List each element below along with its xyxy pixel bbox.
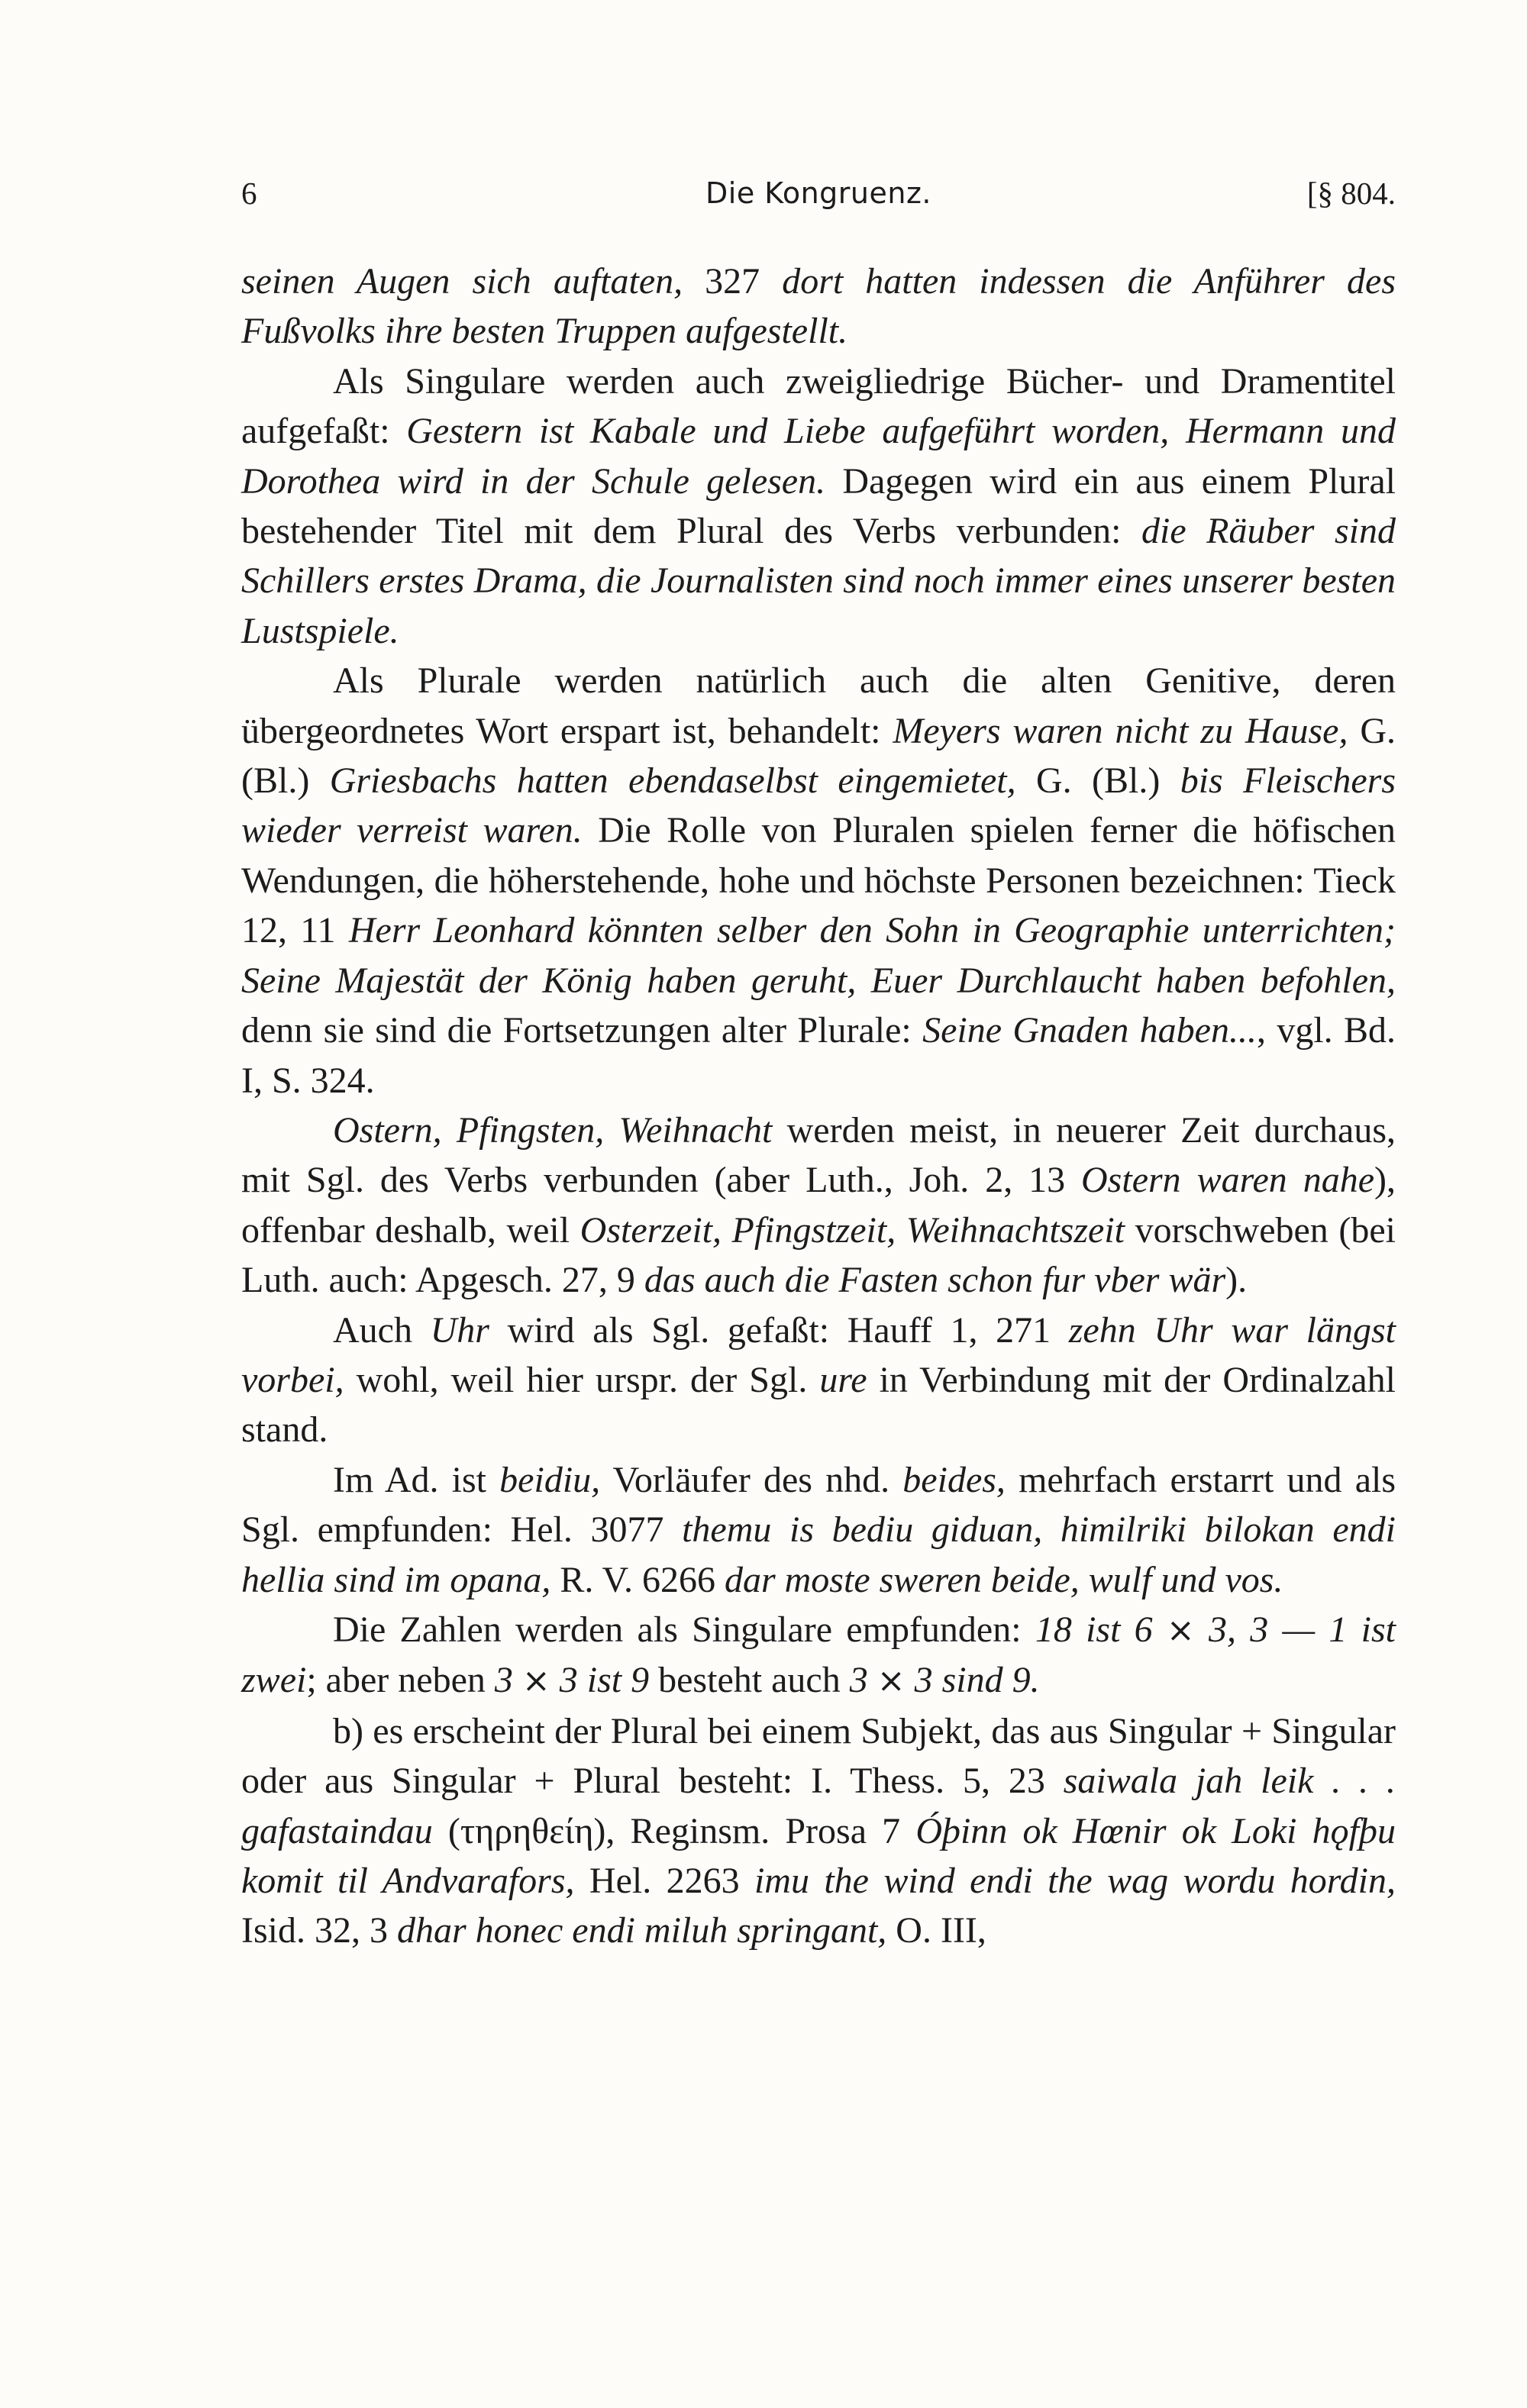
section-marker: [§ 804. — [1306, 176, 1396, 211]
paragraph — [241, 1706, 1396, 1956]
paragraph — [241, 1306, 1396, 1455]
times-sign: × — [521, 1661, 550, 1701]
roman-text: ). — [1225, 1260, 1248, 1301]
paragraph — [241, 257, 1396, 357]
roman-text: mehrfach erstarrt und als Sgl. empfunden: Hel. 3077 — [241, 1459, 1396, 1551]
times-sign: × — [876, 1661, 906, 1701]
italic-text: ure — [819, 1359, 867, 1400]
italic-text: 3 — [494, 1660, 522, 1701]
italic-text: Ostern waren nahe — [1081, 1160, 1375, 1201]
italic-text: imu the wind endi the wag wordu hordin, — [754, 1861, 1396, 1901]
page-number: 6 — [241, 176, 257, 211]
italic-text: Óþinn ok Hœnir ok Loki hǫfþu komit til Andvarafors, — [241, 1810, 1396, 1901]
roman-text: Hel. 2263 — [574, 1861, 754, 1901]
roman-text: Als Singulare werden auch zweigliedrige Bücher- und Dramentitel aufgefaßt: — [241, 360, 1396, 452]
roman-text: in Verbindung mit der Ordinalzahl stand. — [241, 1359, 1396, 1451]
roman-text: 327 — [683, 261, 783, 302]
italic-text: seinen Augen sich auftaten, — [241, 261, 683, 302]
italic-text: das auch die Fasten schon fur vber wär — [644, 1260, 1226, 1301]
roman-text: wird als Sgl. gefaßt: Hauff 1, 271 — [489, 1309, 1069, 1351]
italic-text: 3 — [849, 1660, 877, 1701]
italic-text: Griesbachs hatten ebendaselbst eingemietet, — [329, 760, 1016, 802]
paragraph — [241, 1455, 1396, 1605]
paragraph — [241, 1605, 1396, 1706]
italic-text: dort hatten indessen die Anführer des Fußvolks ihre besten Truppen aufgestellt. — [241, 261, 1396, 352]
roman-text: b) es erscheint der Plural bei einem Subjekt, das aus Singular + Singular oder aus Singular + Plural besteht: I. Thess. 5, 23 — [241, 1710, 1396, 1802]
italic-text: Meyers waren nicht zu Hause, — [893, 710, 1348, 751]
italic-text: Osterzeit, Pfingstzeit, Weihnachtszeit — [579, 1209, 1125, 1251]
roman-text: besteht auch — [649, 1660, 850, 1701]
running-header — [241, 166, 1396, 220]
page-body-text — [241, 257, 1396, 1956]
roman-text: Die Zahlen werden als Singulare empfunden: — [333, 1609, 1035, 1650]
italic-text: 3 sind 9. — [905, 1660, 1040, 1701]
roman-text: Auch — [333, 1309, 431, 1351]
italic-text: beides, — [902, 1459, 1006, 1500]
roman-text: Dagegen wird ein aus einem Plural bestehender Titel mit dem Plural des Verbs verbunden: — [241, 460, 1396, 552]
roman-text: R. V. 6266 — [550, 1559, 725, 1600]
paragraph — [241, 656, 1396, 1106]
roman-text: Isid. 32, 3 — [241, 1910, 397, 1951]
roman-text: Als Plurale werden natürlich auch die alten Genitive, deren übergeordnetes Wort erspart ist, behandelt: — [241, 660, 1396, 751]
roman-text: O. III, — [886, 1910, 986, 1951]
roman-text: ), offenbar deshalb, weil — [241, 1160, 1396, 1251]
roman-text: vorschweben (bei Luth. auch: Apgesch. 27, 9 — [241, 1209, 1396, 1301]
italic-text: dhar honec endi miluh springant, — [397, 1910, 887, 1951]
paragraph — [241, 357, 1396, 656]
italic-text: die Räuber sind Schillers erstes Drama, die Journalisten sind noch immer eines unserer besten Lustspiele. — [241, 511, 1396, 651]
roman-text: wohl, weil hier urspr. der Sgl. — [344, 1359, 820, 1400]
roman-text: (τηρηθείη), Reginsm. Prosa 7 — [432, 1810, 916, 1851]
roman-text: denn sie sind die Fortsetzungen alter Plurale: — [241, 1010, 923, 1051]
roman-text: Vorläufer des nhd. — [600, 1459, 903, 1500]
roman-text: werden meist, in neuerer Zeit durchaus, mit Sgl. des Verbs verbunden (aber Luth., Joh. 2, 13 — [241, 1109, 1396, 1201]
roman-text: Die Rolle von Pluralen spielen ferner die höfischen Wendungen, die höherstehende, hohe und höchste Personen bezeichnen: Tieck 12, 11 — [241, 810, 1396, 951]
italic-text: 18 ist 6 — [1035, 1609, 1167, 1650]
page-title: Die Kongruenz. — [705, 176, 931, 210]
roman-text: Im Ad. ist — [333, 1459, 500, 1500]
italic-text: themu is bediu giduan, himilriki bilokan endi hellia sind im opana, — [241, 1509, 1396, 1600]
italic-text: 3, 3 — 1 ist zwei — [241, 1609, 1396, 1701]
roman-text: G. (Bl.) — [1015, 760, 1180, 802]
italic-text: Seine Gnaden haben... — [922, 1010, 1257, 1051]
italic-text: saiwala jah leik . . . gafastaindau — [241, 1761, 1396, 1851]
paragraph — [241, 1106, 1396, 1306]
roman-text: , vgl. Bd. I, S. 324. — [241, 1010, 1396, 1101]
italic-text: Ostern, Pfingsten, Weihnacht — [333, 1109, 773, 1151]
times-sign: × — [1166, 1610, 1195, 1650]
italic-text: bis Fleischers wieder verreist waren. — [241, 760, 1396, 851]
italic-text: zehn Uhr war längst vorbei, — [241, 1309, 1396, 1400]
roman-text: G. (Bl.) — [241, 710, 1396, 802]
italic-text: Gestern ist Kabale und Liebe aufgeführt worden, Hermann und Dorothea wird in der Schule gelesen. — [241, 411, 1396, 502]
italic-text: Uhr — [430, 1309, 489, 1351]
italic-text: dar moste sweren beide, wulf und vos. — [724, 1559, 1283, 1600]
roman-text: ; aber neben — [306, 1660, 495, 1701]
italic-text: 3 ist 9 — [550, 1660, 650, 1701]
italic-text: Herr Leonhard könnten selber den Sohn in Geographie unterrichten; Seine Majestät der König haben geruht, Euer Durchlaucht haben befohlen, — [241, 910, 1396, 1001]
italic-text: beidiu, — [499, 1459, 601, 1500]
